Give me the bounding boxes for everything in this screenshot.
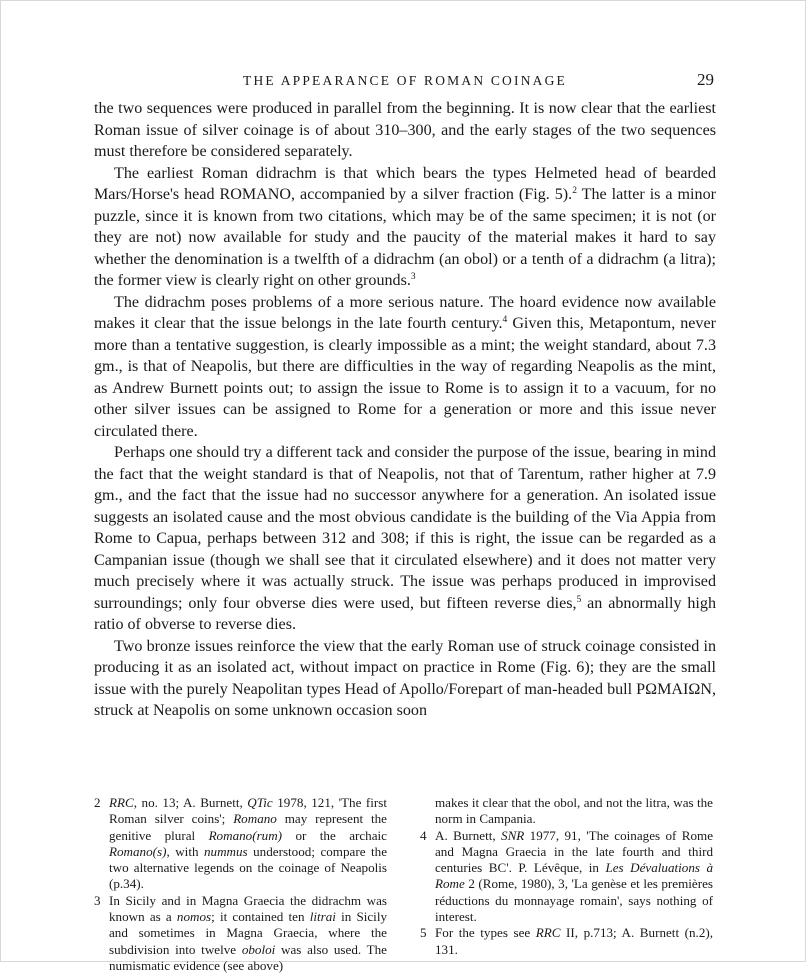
footnote-2-text: 1978, 121, 'The first Roman silver coins'; xyxy=(109,795,387,827)
footnote-4-text: A. Burnett, xyxy=(435,827,502,843)
footnote-3-continued: makes it clear that the obol, and not the litra, was the norm in Campania. xyxy=(435,795,713,827)
running-title: THE APPEARANCE OF ROMAN COINAGE xyxy=(243,73,567,88)
paragraph-1: the two sequences were produced in parallel from the beginning. It is now clear that the earliest Roman issue of silver coinage is of about 310–300, and the early stages of the two sequences must therefore be considered separately. xyxy=(94,100,716,160)
paragraph-4-text-a: Perhaps one should try a different tack and consider the purpose of the issue, bearing in mind the fact that the weight standard is that of Neapolis, not that of Tarentum, rather higher at 7.9 gm., and the fact that the issue had no successor anywhere for a generation. An isolated issue suggests an isolated cause and the most obvious candidate is the building of the Via Appia from Rome to Capua, perhaps between 312 and 308; if this is right, the issue can be regarded as a Campanian issue (though we shall see that it circulated elsewhere) and it does not matter very much precisely where it was actually struck. The issue was perhaps produced in improvised surroundings; only four obverse dies were used, but fifteen reverse dies, xyxy=(94,444,716,612)
footnote-2-ref-rrc: RRC xyxy=(109,795,134,810)
footnote-2-text: or the archaic xyxy=(282,827,387,843)
paragraph-4 xyxy=(94,442,716,636)
paragraph-2-text-b: The latter is a minor puzzle, since it is known from two citations, which may be of the same specimen; it is not (or they are not) now available for study and the paucity of the material makes it hard to say whether the denomination is a twelfth of a didrachm (an obol) or a tenth of a didrachm (a litra); the former view is clearly right on other grounds. xyxy=(94,186,716,289)
footnote-ref-2[interactable]: 2 xyxy=(572,186,577,196)
footnote-2-term: Romano xyxy=(233,811,277,827)
footnote-5-number: 5 xyxy=(420,925,427,941)
paragraph-4-text-b: an abnormally high ratio of obverse to reverse dies. xyxy=(94,594,716,633)
paragraph-3 xyxy=(94,292,716,443)
footnotes-left-column xyxy=(94,795,387,974)
footnote-2-text: , with xyxy=(166,843,204,859)
footnote-2-term: Romano(rum) xyxy=(208,827,283,843)
footnote-2-text: understood; compare the two alternative legends on the coinage of Neapolis (p.34). xyxy=(109,843,387,892)
footnote-2-text: may represent the genitive plural xyxy=(109,811,387,843)
footnote-3-text: In Sicily and in Magna Graecia the didrachm was known as a xyxy=(109,892,387,925)
footnote-3-text: ; it contained ten xyxy=(211,909,310,925)
paragraph-3-text-b: Given this, Metapontum, never more than a tentative suggestion, is clearly impossible as a mint; the weight standard, about 7.3 gm., is that of Neapolis, but there are difficulties in the way of regarding Neapolis as the mint, as Andrew Burnett points out; to assign the issue to Rome is to assign it to a vacuum, for no other silver issues can be assigned to Rome for a generation or more and this issue never circulated there. xyxy=(94,315,716,440)
paragraph-2 xyxy=(94,163,716,292)
footnote-5-ref-rrc: RRC xyxy=(535,925,561,941)
main-text xyxy=(94,98,716,722)
footnote-2-term: Romano(s) xyxy=(109,843,167,859)
paragraph-3-text-a: The didrachm poses problems of a more serious nature. The hoard evidence now available makes it clear that the issue belongs in the late fourth century. xyxy=(94,293,716,332)
footnote-5-text: For the types see xyxy=(435,925,536,941)
footnote-5 xyxy=(420,925,713,958)
footnote-3-term: litrai xyxy=(309,909,336,925)
footnote-3-number: 3 xyxy=(94,892,101,908)
footnote-4-text: 2 (Rome, 1980), 3, 'La genèse et les premières réductions du monnayage romain', says nothing of interest. xyxy=(435,876,713,925)
footnote-4-number: 4 xyxy=(420,827,427,843)
footnote-3-term: nomos xyxy=(176,909,212,925)
footnote-3-text: in Sicily and sometimes in Magna Graecia, where the subdivision into twelve xyxy=(109,909,387,957)
paragraph-5: Two bronze issues reinforce the view that the early Roman use of struck coinage consisted in producing it as an isolated act, without impact on practice in Rome (Fig. 6); they are the small issue with the purely Neapolitan types Head of Apollo/Forepart of man-headed bull ΡΩΜΑΙΩΝ, struck at Neapolis on some unknown occasion soon xyxy=(94,637,716,719)
footnote-ref-3[interactable]: 3 xyxy=(410,272,416,282)
footnote-4 xyxy=(420,828,713,926)
footnote-2-term: nummus xyxy=(204,843,248,859)
running-head xyxy=(94,71,716,91)
footnote-ref-4[interactable]: 4 xyxy=(502,315,508,325)
footnote-3-text: was also used. The numismatic evidence (see above) xyxy=(109,941,387,973)
footnote-4-book-title: Les Dévaluations à Rome xyxy=(435,860,713,892)
footnotes-right-column xyxy=(420,795,713,958)
footnote-2 xyxy=(94,795,387,893)
footnote-5-text: II, p.713; A. Burnett (n.2), 131. xyxy=(435,925,714,957)
page-number: 29 xyxy=(697,70,714,89)
footnote-2-number: 2 xyxy=(94,795,101,810)
footnote-3-term: oboloi xyxy=(241,941,276,957)
footnote-2-text: , no. 13; A. Burnett, xyxy=(133,795,248,810)
footnote-2-journal: QTic xyxy=(247,795,273,810)
footnote-4-text: 1977, 91, 'The coinages of Rome and Magna Graecia in the late fourth and third centuries BC'. P. Lévêque, in xyxy=(435,827,714,876)
footnote-4-journal: SNR xyxy=(501,827,525,843)
paragraph-2-text-a: The earliest Roman didrachm is that which bears the types Helmeted head of bearded Mars/Horse's head ROMANO, accompanied by a silver fraction (Fig. 5). xyxy=(94,164,716,203)
footnote-ref-5[interactable]: 5 xyxy=(576,594,582,605)
